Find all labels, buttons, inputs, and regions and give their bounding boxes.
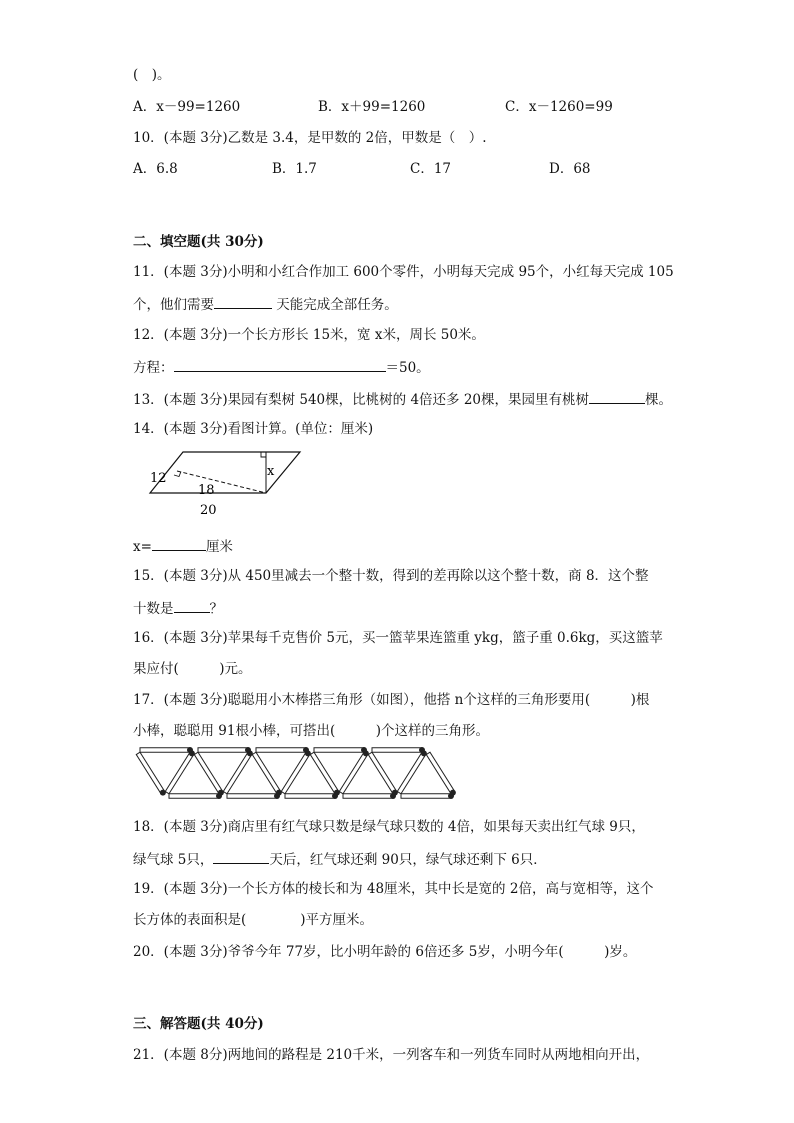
q14-answer-prefix: x= xyxy=(133,539,152,555)
matchstick-head xyxy=(160,790,166,796)
q21-text: 21．(本题 8分)两地间的路程是 210千米，一列客车和一列货车同时从两地相向开出， xyxy=(133,1047,650,1063)
matchstick xyxy=(140,748,190,752)
matchstick xyxy=(397,752,425,794)
matchstick xyxy=(198,748,248,752)
matchstick-head xyxy=(276,790,282,796)
matchstick xyxy=(368,752,396,794)
matchstick xyxy=(227,794,277,798)
matchstick xyxy=(314,748,364,752)
q17-line-1: 17．(本题 3分)聪聪用小木棒搭三角形（如图），他搭 n个这样的三角形要用( )根 xyxy=(133,692,650,708)
q11-line-1: 11．(本题 3分)小明和小红合作加工 600个零件，小明每天完成 95个，小红每天完成 105 xyxy=(133,264,674,280)
q10-text: 10．(本题 3分)乙数是 3.4，是甲数的 2倍，甲数是（ ）. xyxy=(133,130,487,146)
matchstick-head xyxy=(218,790,224,796)
q10-option-b: B．1.7 xyxy=(272,161,317,177)
matchstick xyxy=(256,748,306,752)
q11-prefix: 个，他们需要 xyxy=(133,297,214,313)
q19-line-2: 长方体的表面积是( )平方厘米。 xyxy=(133,912,374,928)
q16-line-1: 16．(本题 3分)苹果每千克售价 5元，买一篮苹果连篮重 ykg，篮子重 0.6kg，买这篮苹 xyxy=(133,630,663,646)
q12-suffix: ＝50。 xyxy=(385,360,430,376)
perpendicular-dashed-line xyxy=(177,471,266,493)
q12-equation-blank[interactable] xyxy=(174,357,386,372)
q12-line-2 xyxy=(133,357,430,377)
label-left-side: 12 xyxy=(150,471,167,486)
matchstick xyxy=(194,752,222,794)
q9-option-a: A．x－99=1260 xyxy=(133,99,241,115)
q9-continuation: ( )。 xyxy=(133,67,171,83)
q14-text: 14．(本题 3分)看图计算。(单位：厘米) xyxy=(133,421,374,437)
q15-line-1: 15．(本题 3分)从 450里减去一个整十数，得到的差再除以这个整十数，商 8．这个整 xyxy=(133,568,649,584)
q13-prefix: 13．(本题 3分)果园有梨树 540棵，比桃树的 4倍还多 20棵，果园里有桃树 xyxy=(133,392,589,408)
q10-option-d: D．68 xyxy=(549,161,591,177)
matchstick xyxy=(252,752,280,794)
section-2-heading: 二、填空题(共 30分) xyxy=(133,234,264,250)
q12-line-1: 12．(本题 3分)一个长方形长 15米，宽 x米，周长 50米。 xyxy=(133,327,485,343)
q17-line-2: 小棒，聪聪用 91根小棒，可搭出( )个这样的三角形。 xyxy=(133,723,490,739)
q14-answer-unit: 厘米 xyxy=(205,539,233,555)
q9-option-b: B．x＋99=1260 xyxy=(318,99,426,115)
parallelogram-figure xyxy=(140,440,320,522)
q13-text xyxy=(133,389,672,409)
matchstick xyxy=(426,752,454,794)
matchstick xyxy=(223,752,251,794)
q15-answer-blank[interactable] xyxy=(174,598,210,613)
q18-line-1: 18．(本题 3分)商店里有红气球只数是绿气球只数的 4倍，如果每天卖出红气球 9只， xyxy=(133,819,645,835)
matchstick-head xyxy=(421,750,427,756)
q15-line-2 xyxy=(133,598,223,618)
label-height-x: x xyxy=(267,464,275,479)
q9-option-c: C．x－1260=99 xyxy=(505,99,613,115)
matchstick xyxy=(310,752,338,794)
q18-line-2 xyxy=(133,849,547,869)
matchstick-head xyxy=(392,790,398,796)
matchstick-head xyxy=(305,750,311,756)
q20-text: 20．(本题 3分)爷爷今年 77岁，比小明年龄的 6倍还多 5岁，小明今年( )岁。 xyxy=(133,944,637,960)
q11-line-2 xyxy=(133,294,398,314)
label-bottom: 20 xyxy=(200,503,217,518)
q10-option-c: C．17 xyxy=(410,161,452,177)
q15-prefix: 十数是 xyxy=(133,601,174,617)
q18-answer-blank[interactable] xyxy=(213,849,269,864)
q13-suffix: 棵。 xyxy=(645,392,672,408)
matchstick-triangles-figure xyxy=(128,744,478,806)
matchstick-head xyxy=(247,750,253,756)
q14-answer xyxy=(133,536,233,556)
right-angle-mark-side xyxy=(174,472,181,477)
matchstick xyxy=(281,752,309,794)
q13-answer-blank[interactable] xyxy=(589,389,645,404)
q16-line-2: 果应付( )元。 xyxy=(133,661,252,677)
q11-suffix: 天能完成全部任务。 xyxy=(272,297,398,313)
label-diagonal: 18 xyxy=(198,483,215,498)
section-3-heading: 三、解答题(共 40分) xyxy=(133,1016,264,1032)
matchstick xyxy=(285,794,335,798)
q19-line-1: 19．(本题 3分)一个长方体的棱长和为 48厘米，其中长是宽的 2倍，高与宽相等，这个 xyxy=(133,881,654,897)
q18-prefix: 绿气球 5只， xyxy=(133,852,214,868)
q14-answer-blank[interactable] xyxy=(152,536,206,551)
matchstick-head xyxy=(450,790,456,796)
parallelogram-outline xyxy=(150,452,300,493)
matchstick xyxy=(339,752,367,794)
matchstick xyxy=(165,752,193,794)
matchstick-head xyxy=(334,790,340,796)
matchstick xyxy=(343,794,393,798)
matchstick xyxy=(136,752,164,794)
q12-prefix: 方程： xyxy=(133,360,174,376)
q15-suffix: ？ xyxy=(209,601,223,617)
matchstick xyxy=(401,794,451,798)
q11-answer-blank[interactable] xyxy=(214,294,272,309)
matchstick-head xyxy=(363,750,369,756)
matchstick xyxy=(372,748,422,752)
right-angle-mark-top xyxy=(261,452,266,457)
q10-option-a: A．6.8 xyxy=(133,161,178,177)
matchstick xyxy=(169,794,219,798)
matchstick-head xyxy=(189,750,195,756)
q18-suffix: 天后，红气球还剩 90只，绿气球还剩下 6只． xyxy=(269,852,547,868)
